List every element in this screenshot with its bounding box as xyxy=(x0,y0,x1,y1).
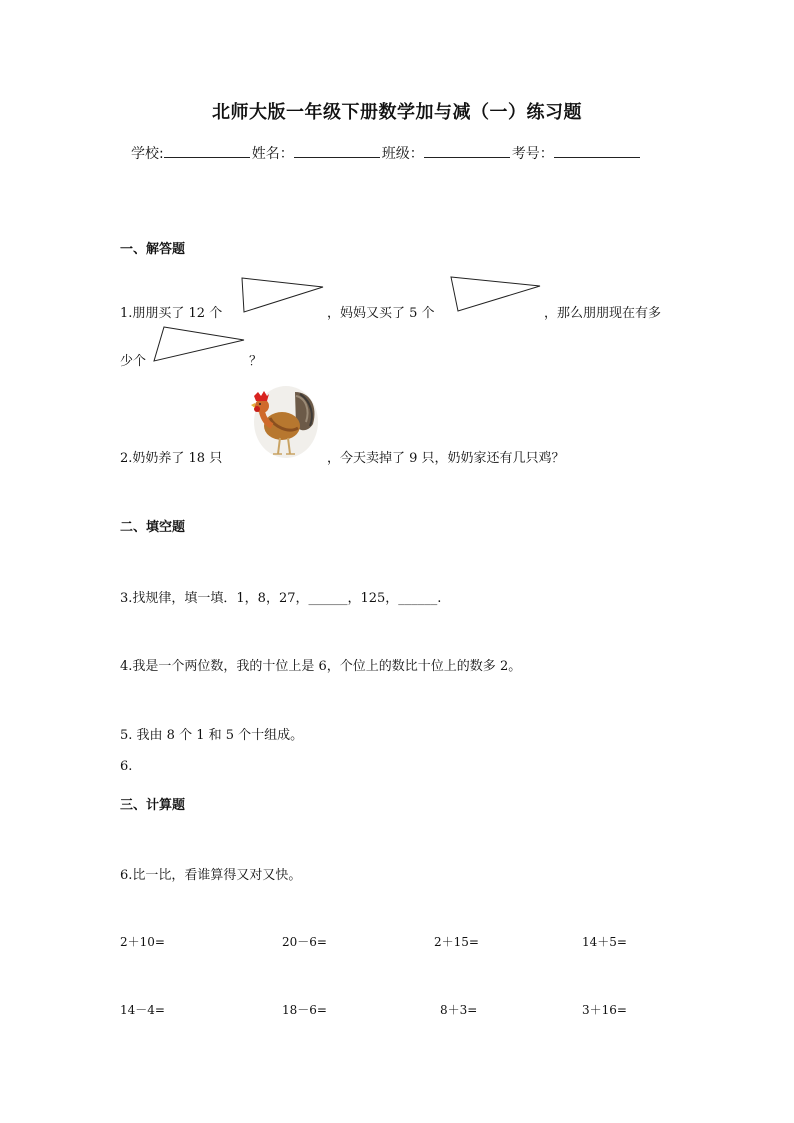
exam-number-blank xyxy=(554,143,640,158)
name-label: 姓名： xyxy=(251,146,294,162)
triangle-icon-2 xyxy=(448,276,543,316)
question-3-text: 3.找规律，填一填．1，8，27，______，125，______. xyxy=(120,591,442,606)
calc-item: 2＋10= xyxy=(120,935,165,949)
question-1-text-b: ，妈妈又买了 5 个 xyxy=(327,306,435,321)
name-blank xyxy=(294,143,380,158)
exam-number-label: 考号： xyxy=(511,146,554,162)
calc-item: 14＋5= xyxy=(582,935,627,949)
calc-item: 8＋3= xyxy=(440,1003,478,1017)
student-info-line xyxy=(131,143,642,163)
triangle-icon-1 xyxy=(236,277,326,317)
question-4-text: 4.我是一个两位数，我的十位上是 6，个位上的数比十位上的数多 2。 xyxy=(120,659,522,674)
school-blank xyxy=(164,143,250,158)
calc-item: 20－6= xyxy=(282,935,327,949)
question-5-text: 5. 我由 8 个 1 和 5 个十组成。 xyxy=(120,728,304,743)
section-heading-answer: 一、解答题 xyxy=(120,242,186,257)
section-heading-fill-blank: 二、填空题 xyxy=(120,520,186,535)
page-title: 北师大版一年级下册数学加与减（一）练习题 xyxy=(212,102,582,123)
school-label: 学校: xyxy=(131,146,164,162)
triangle-icon-3 xyxy=(152,326,247,364)
question-1-text-a: 1.朋朋买了 12 个 xyxy=(120,306,223,321)
question-2-text-b: ，今天卖掉了 9 只，奶奶家还有几只鸡？ xyxy=(327,451,565,466)
section-heading-calculation: 三、计算题 xyxy=(120,798,186,813)
calc-item: 3＋16= xyxy=(582,1003,627,1017)
question-1-text-c: ，那么朋朋现在有多 xyxy=(544,306,662,321)
rooster-image xyxy=(240,382,320,464)
question-2-text-a: 2.奶奶养了 18 只 xyxy=(120,451,223,466)
question-1-text-e: ？ xyxy=(249,354,263,369)
calc-item: 18－6= xyxy=(282,1003,327,1017)
question-1-text-d: 少个 xyxy=(120,354,147,369)
question-6-text: 6.比一比，看谁算得又对又快。 xyxy=(120,868,302,883)
calc-item: 2＋15= xyxy=(434,935,479,949)
calc-item: 14－4= xyxy=(120,1003,165,1017)
question-5-extra-text: 6. xyxy=(120,759,133,774)
class-label: 班级： xyxy=(381,146,424,162)
class-blank xyxy=(424,143,510,158)
